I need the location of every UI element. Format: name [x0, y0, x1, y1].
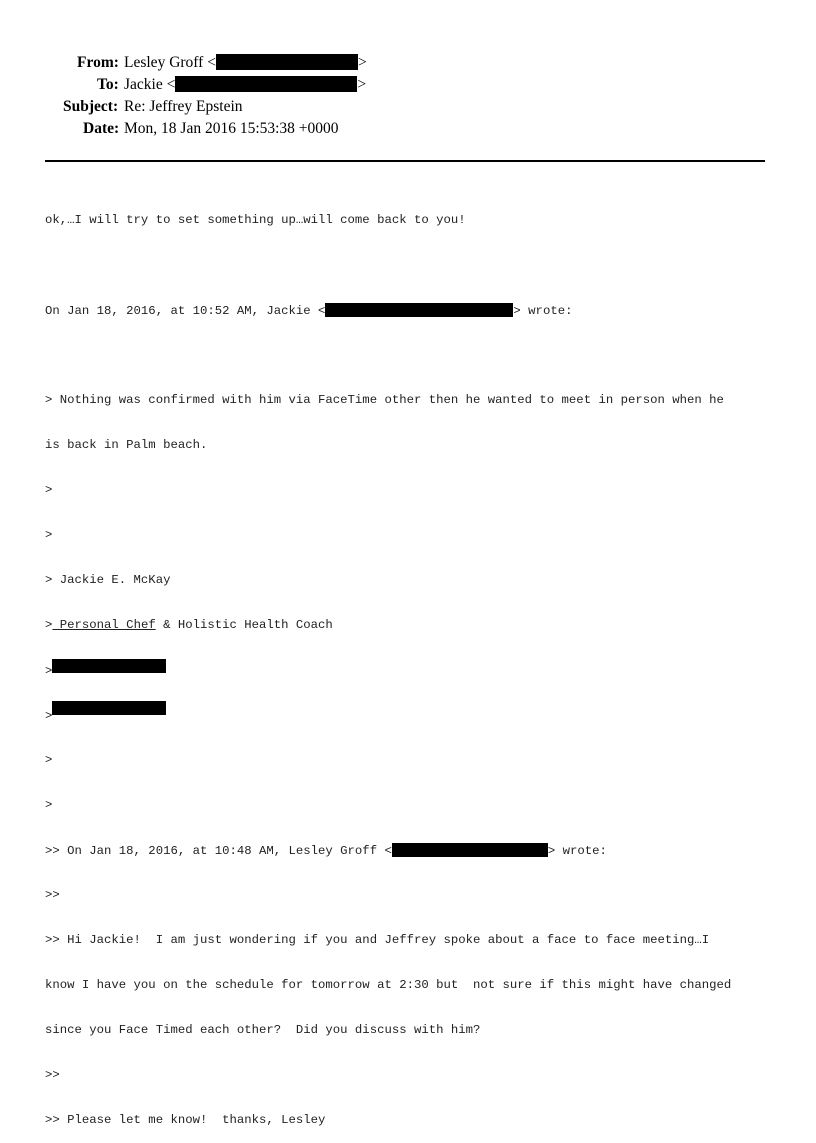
body-line: [45, 663, 731, 678]
body-line: [45, 708, 731, 723]
body-text-span: & Holistic Health Coach: [155, 618, 333, 632]
redaction-block: [52, 701, 166, 715]
redaction-block: [392, 843, 548, 857]
body-line: >>: [45, 1068, 60, 1082]
body-line: since you Face Timed each other? Did you discuss with him?: [45, 1023, 481, 1037]
redaction-block: [175, 76, 357, 92]
from-name: Lesley Groff <: [124, 54, 216, 71]
body-line: >: [45, 753, 53, 767]
redaction-block: [216, 54, 358, 70]
header-divider: [45, 160, 765, 162]
body-text-span: >> On Jan 18, 2016, at 10:48 AM, Lesley Groff <: [45, 844, 392, 858]
subject-label: Subject:: [63, 98, 119, 115]
body-text-span: >: [45, 664, 53, 678]
body-text-span: > wrote:: [547, 844, 607, 858]
body-text-span: > wrote:: [513, 304, 573, 318]
to-value: [124, 74, 366, 96]
redaction-block: [325, 303, 513, 317]
body-line: know I have you on the schedule for tomorrow at 2:30 but not sure if this might have changed: [45, 978, 732, 992]
to-name: Jackie <: [124, 76, 176, 93]
body-text-span: On Jan 18, 2016, at 10:52 AM, Jackie <: [45, 304, 326, 318]
blank-line: [45, 258, 731, 273]
to-label: To:: [97, 76, 119, 93]
date-label: Date:: [83, 120, 120, 137]
body-line: >>: [45, 888, 60, 902]
body-line: ok,…I will try to set something up…will come back to you!: [45, 213, 466, 227]
subject-value: Re: Jeffrey Epstein: [124, 98, 243, 115]
body-line: >: [45, 798, 53, 812]
from-label: From:: [77, 54, 119, 71]
body-line: [45, 618, 731, 633]
email-body: [45, 183, 731, 1143]
body-text-span: >: [45, 618, 53, 632]
from-value: [124, 52, 367, 74]
body-text-span: >: [45, 709, 53, 723]
from-close: >: [357, 54, 367, 71]
body-line: [45, 843, 731, 858]
body-line: > Jackie E. McKay: [45, 573, 171, 587]
body-line: is back in Palm beach.: [45, 438, 208, 452]
to-close: >: [357, 76, 367, 93]
body-line: > Nothing was confirmed with him via FaceTime other then he wanted to meet in person when he: [45, 393, 724, 407]
body-text-span: Personal Chef: [52, 618, 156, 632]
body-line: >> Hi Jackie! I am just wondering if you and Jeffrey spoke about a face to face meeting…I: [45, 933, 710, 947]
body-line: >> Please let me know! thanks, Lesley: [45, 1113, 326, 1127]
body-line: >: [45, 483, 53, 497]
redaction-block: [52, 659, 166, 673]
date-value: Mon, 18 Jan 2016 15:53:38 +0000: [124, 120, 339, 137]
body-line: >: [45, 528, 53, 542]
body-line: [45, 303, 731, 318]
blank-line: [45, 348, 731, 363]
